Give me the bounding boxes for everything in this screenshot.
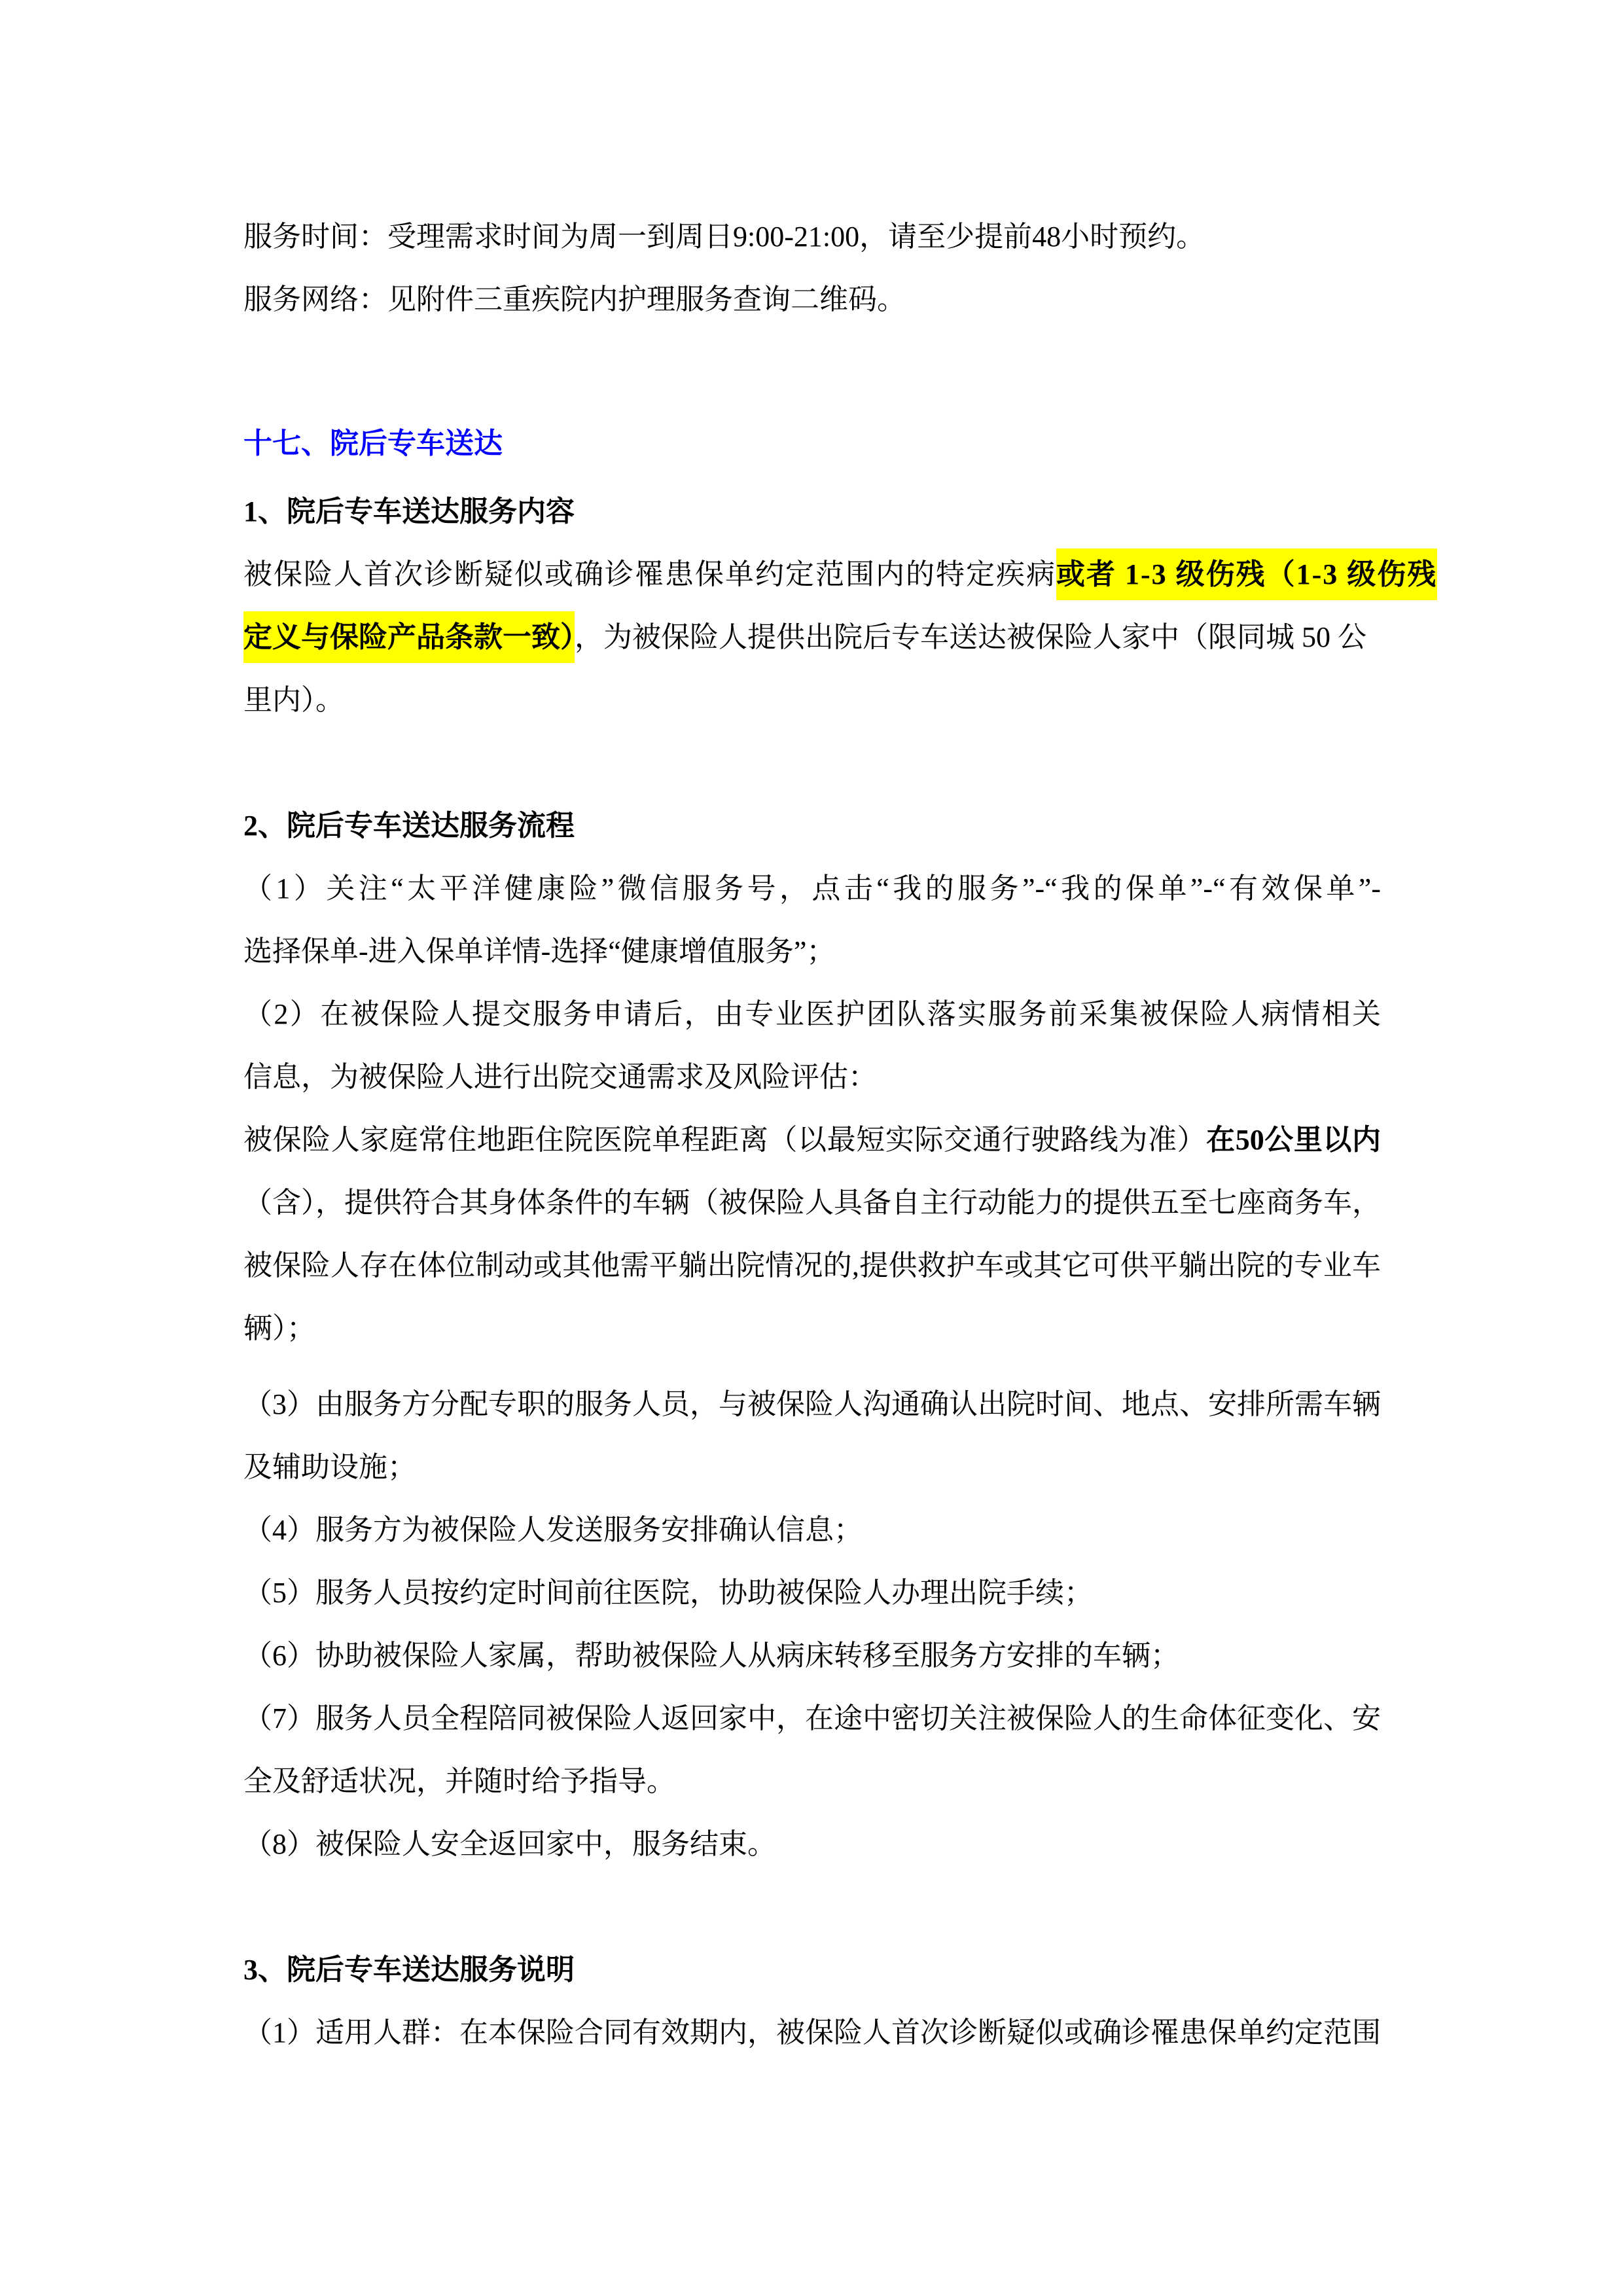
subsection-heading-text: 1、院后专车送达服务内容 [243,495,575,528]
paragraph-line [243,1297,1381,1360]
section-heading-text: 十七、院后专车送达 [243,427,503,459]
text-segment: （4）服务方为被保险人发送服务安排确认信息； [243,1514,863,1546]
subsection-heading-text: 2、院后专车送达服务流程 [243,810,575,842]
text-segment: 服务时间：受理需求时间为周一到周日9:00-21:00，请至少提前48小时预约。 [243,221,1205,253]
text-segment: （3）由服务方分配专职的服务人员，与被保险人沟通确认出院时间、地点、安排所需车辆 [243,1388,1381,1420]
paragraph-line [243,1234,1381,1297]
step-line [243,857,1381,920]
step-line [243,983,1381,1046]
paragraph-line [243,2001,1381,2064]
text-segment: （6）协助被保险人家属，帮助被保险人从病床转移至服务方安排的车辆； [243,1640,1179,1672]
text-segment: 里内）。 [243,684,344,716]
paragraph-line [243,606,1381,669]
bold-text: 在50公里以内 [1206,1124,1382,1156]
step-line [243,1750,1381,1813]
text-segment: 被保险人家庭常住地距住院医院单程距离（以最短实际交通行驶路线为准） [243,1124,1207,1156]
service-time-line [243,206,1381,268]
step-line [243,1562,1381,1624]
text-segment: 及辅助设施； [243,1451,416,1483]
service-network-line [243,268,1381,331]
text-segment: （2）在被保险人提交服务申请后，由专业医护团队落实服务前采集被保险人病情相关 [243,998,1381,1030]
paragraph-line [243,1109,1381,1172]
step-line [243,1046,1381,1109]
step-line [243,920,1381,983]
step-line [243,1813,1381,1876]
text-segment: （7）服务人员全程陪同被保险人返回家中，在途中密切关注被保险人的生命体征变化、安 [243,1702,1381,1734]
text-segment: （8）被保险人安全返回家中，服务结束。 [243,1828,776,1860]
step-line [243,1436,1381,1499]
text-segment: 被保险人存在体位制动或其他需平躺出院情况的,提供救护车或其它可供平躺出院的专业车 [243,1249,1381,1282]
step-line [243,1687,1381,1750]
subsection-heading-text: 3、院后专车送达服务说明 [243,1954,575,1986]
step-line [243,1499,1381,1562]
step-line [243,1373,1381,1436]
paragraph-line [243,543,1539,606]
section-17-heading [243,412,1381,475]
text-segment: 信息，为被保险人进行出院交通需求及风险评估： [243,1061,877,1093]
text-segment: （1）关注“太平洋健康险”微信服务号，点击“我的服务”-“我的保单”-“有效保单”- [243,872,1381,905]
text-segment: （5）服务人员按约定时间前往医院，协助被保险人办理出院手续； [243,1577,1093,1609]
step-line [243,1624,1381,1687]
subsection-2-heading [243,795,1381,857]
text-segment: ，为被保险人提供出院后专车送达被保险人家中（限同城 50 公 [575,621,1366,653]
text-segment: （1）适用人群：在本保险合同有效期内，被保险人首次诊断疑似或确诊罹患保单约定范围 [243,2017,1381,2049]
text-segment: 服务网络：见附件三重疾院内护理服务查询二维码。 [243,283,906,315]
text-segment: 选择保单-进入保单详情-选择“健康增值服务”； [243,935,836,967]
text-segment: 辆）； [243,1312,315,1344]
paragraph-line [243,1172,1381,1234]
subsection-1-heading [243,480,1381,543]
text-segment: 被保险人首次诊断疑似或确诊罹患保单约定范围内的特定疾病 [243,558,1056,590]
text-segment: 全及舒适状况，并随时给予指导。 [243,1765,675,1797]
highlighted-text: 定义与保险产品条款一致） [243,611,575,663]
paragraph-line [243,669,1381,732]
text-segment: （含），提供符合其身体条件的车辆（被保险人具备自主行动能力的提供五至七座商务车， [243,1187,1381,1219]
subsection-3-heading [243,1939,1381,2001]
highlighted-text: 或者 1-3 级伤残（1-3 级伤残 [1056,548,1437,600]
